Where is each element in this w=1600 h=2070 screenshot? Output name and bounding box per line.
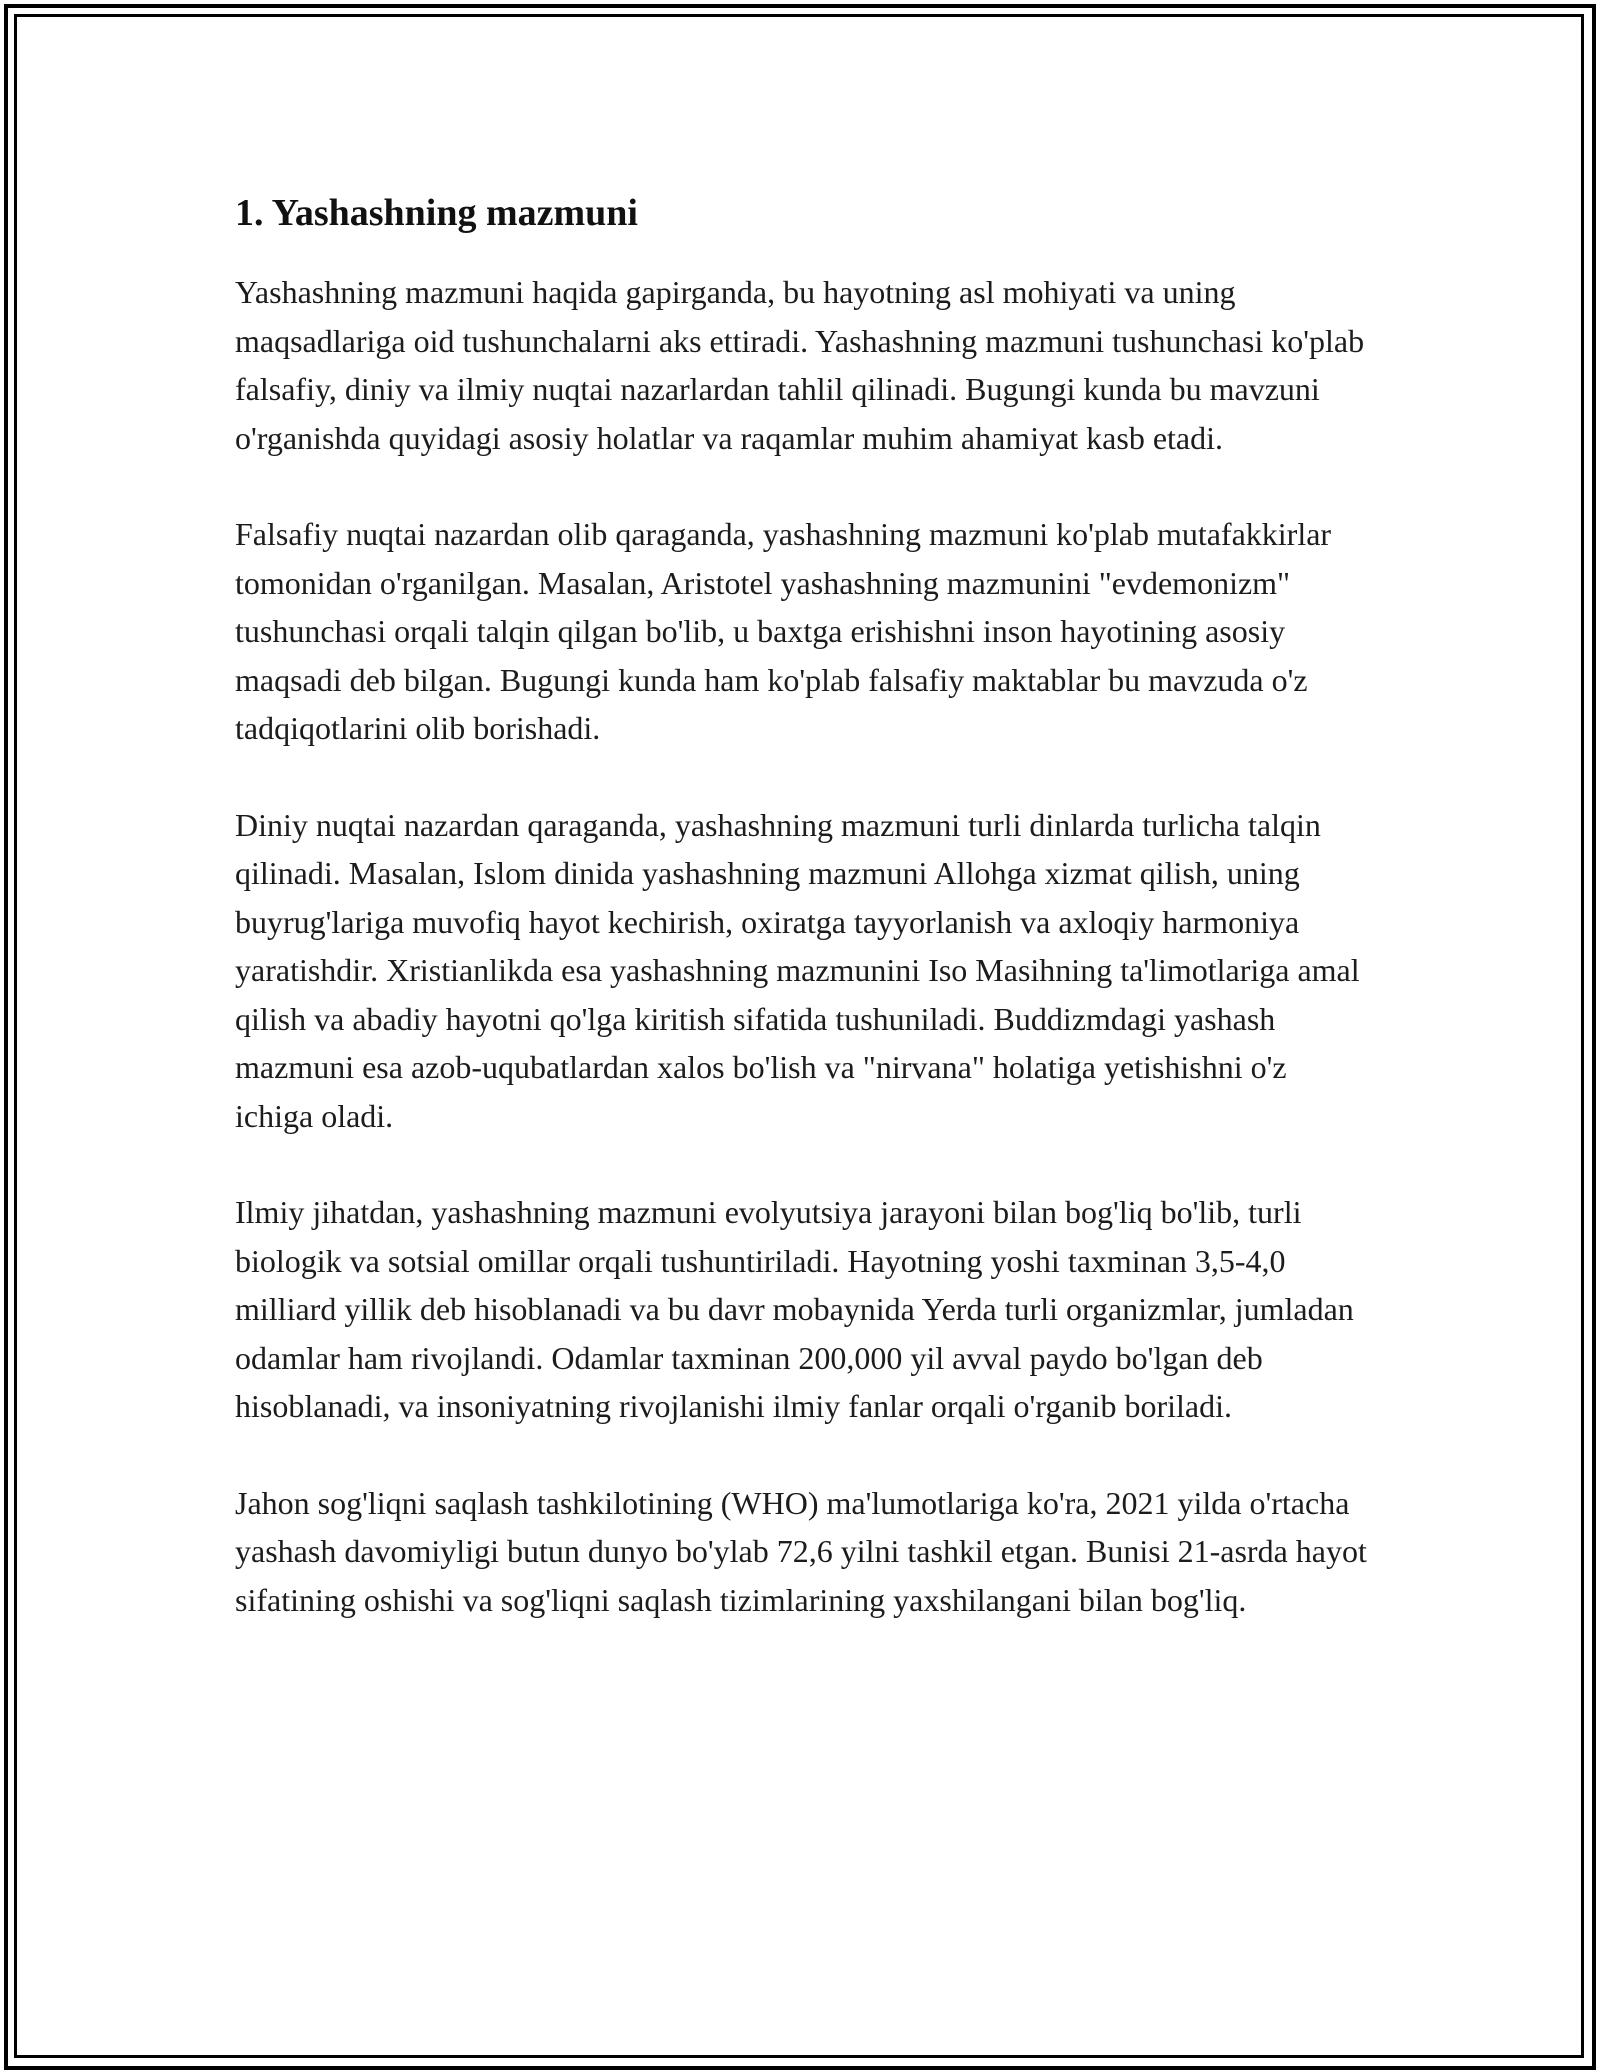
paragraph-religious: Diniy nuqtai nazardan qaraganda, yashashning mazmuni turli dinlarda turlicha talqin qilinadi. Masalan, Islom dinida yashashning mazmuni Allohga xizmat qilish, uning buyrug'lariga muvofiq hayot kechirish, oxiratga tayyorlanish va axloqiy harmoniya yaratishdir. Xristianlikda esa yashashning mazmunini Iso Masihning ta'limotlariga amal qilish va abadiy hayotni qo'lga kiritish sifatida tushuniladi. Buddizmdagi yashash mazmuni esa azob-uqubatlardan xalos bo'lish va "nirvana" holatiga yetishishni o'z ichiga oladi. [235, 806, 1360, 1134]
section-title: 1. Yashashning mazmuni [235, 192, 638, 234]
paragraph-intro: Yashashning mazmuni haqida gapirganda, bu hayotning asl mohiyati va uning maqsadlariga oid tushunchalarni aks ettiradi. Yashashning mazmuni tushunchasi ko'plab falsafiy, diniy va ilmiy nuqtai nazarlardan tahlil qilinadi. Bugungi kunda bu mavzuni o'rganishda quyidagi asosiy holatlar va raqamlar muhim ahamiyat kasb etadi. [235, 274, 1365, 456]
document-body [235, 180, 1370, 1672]
paragraph-philosophical: Falsafiy nuqtai nazardan olib qaraganda, yashashning mazmuni ko'plab mutafakkirlar tomonidan o'rganilgan. Masalan, Aristotel yashashning mazmunini "evdemonizm" tushunchasi orqali talqin qilgan bo'lib, u baxtga erishishni inson hayotining asosiy maqsadi deb bilgan. Bugungi kunda ham ko'plab falsafiy maktablar bu mavzuda o'z tadqiqotlarini olib borishadi. [235, 516, 1332, 746]
paragraph-who-statistics: Jahon sog'liqni saqlash tashkilotining (WHO) ma'lumotlariga ko'ra, 2021 yilda o'rtacha yashash davomiyligi butun dunyo bo'ylab 72,6 yilni tashkil etgan. Bunisi 21-asrda hayot sifatining oshishi va sog'liqni saqlash tizimlarining yaxshilangani bilan bog'liq. [235, 1484, 1367, 1618]
paragraph-scientific: Ilmiy jihatdan, yashashning mazmuni evolyutsiya jarayoni bilan bog'liq bo'lib, turli biologik va sotsial omillar orqali tushuntiriladi. Hayotning yoshi taxminan 3,5-4,0 milliard yillik deb hisoblanadi va bu davr mobaynida Yerda turli organizmlar, jumladan odamlar ham rivojlandi. Odamlar taxminan 200,000 yil avval paydo bo'lgan deb hisoblanadi, va insoniyatning rivojlanishi ilmiy fanlar orqali o'rganib boriladi. [235, 1194, 1354, 1424]
